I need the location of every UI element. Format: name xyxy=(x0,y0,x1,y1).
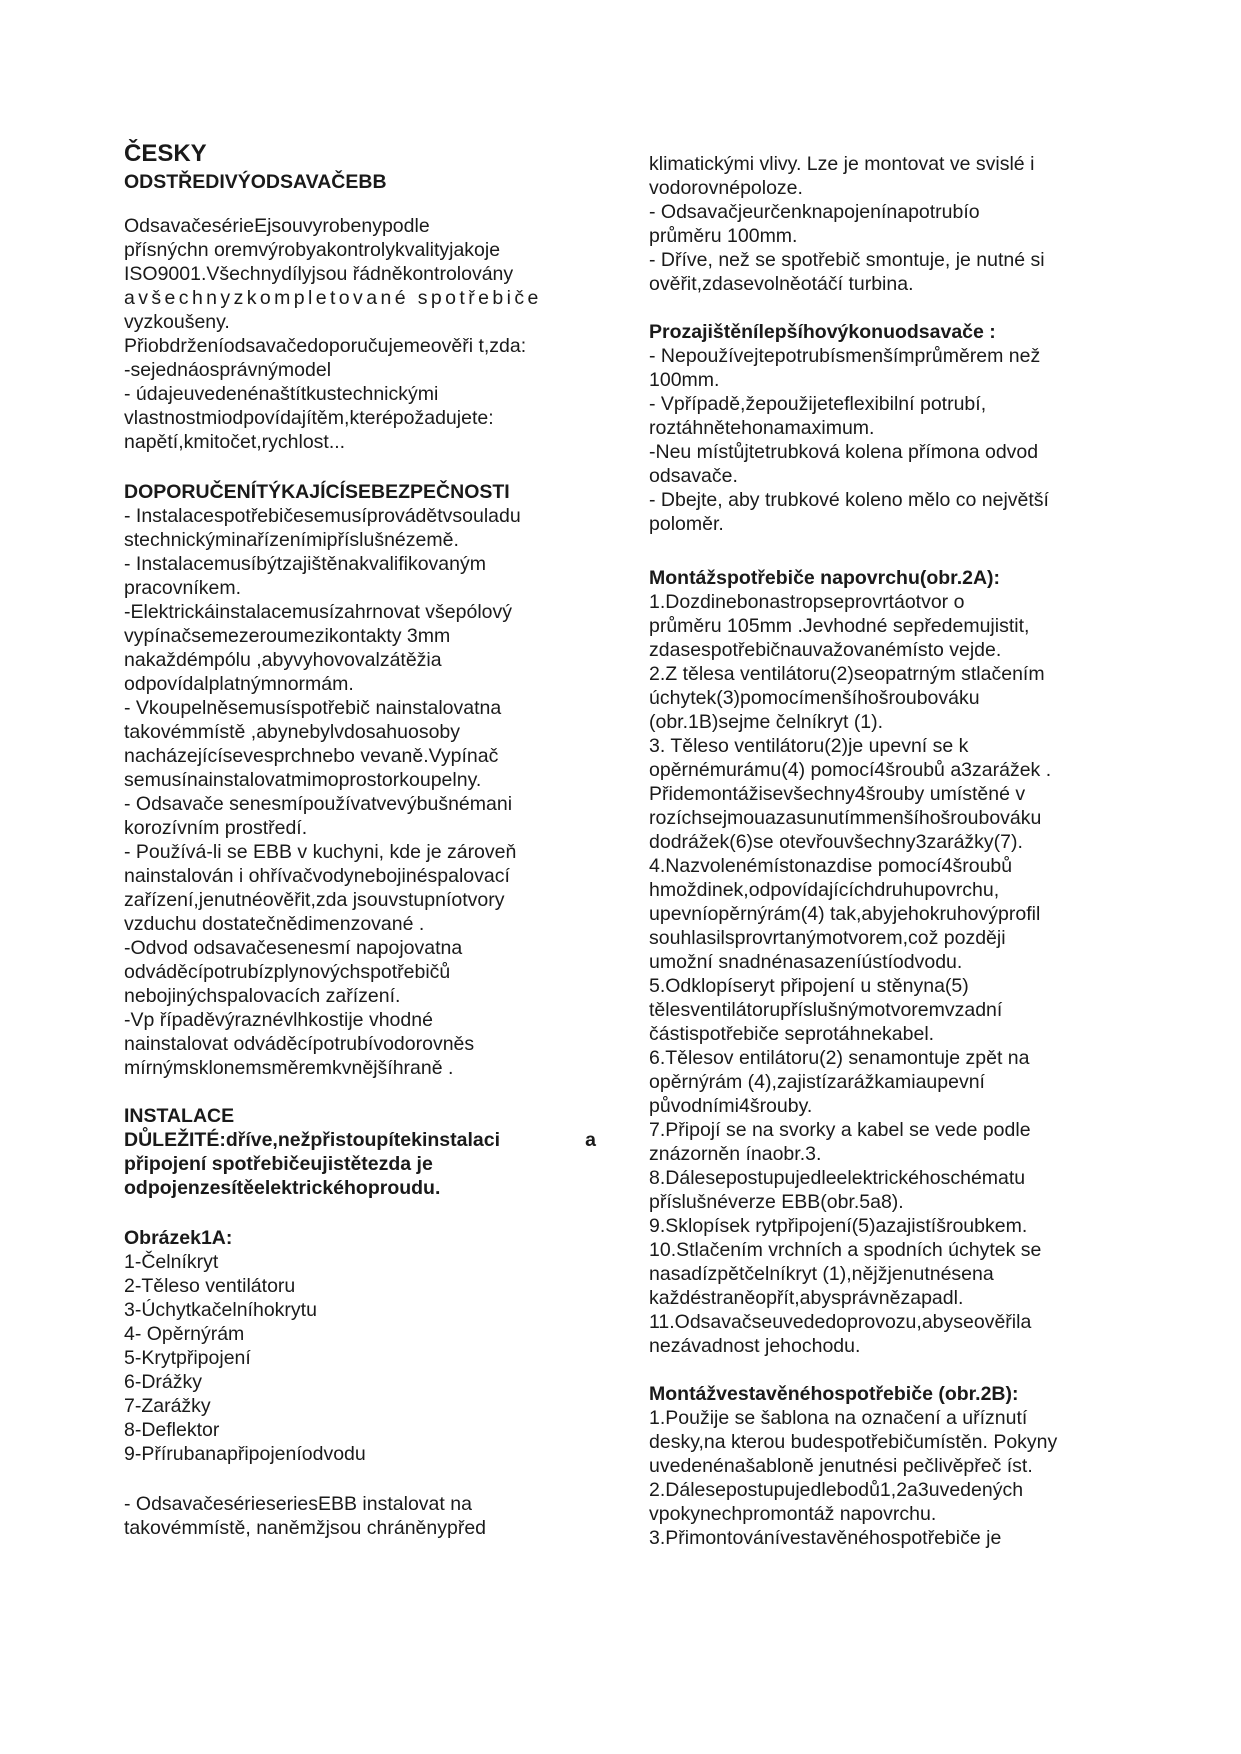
mount-line: původními4šrouby. xyxy=(649,1095,813,1117)
intro-line: avšechnyzkompletované spotřebiče xyxy=(124,287,542,309)
figure-item: 8-Deflektor xyxy=(124,1419,220,1441)
safety-line: -Elektrickáinstalacemusízahrnovat všepólový xyxy=(124,601,513,623)
mount-line: 3. Těleso ventilátoru(2)je upevní se k xyxy=(649,735,969,757)
mount-line: 9.Sklopísek rytpřipojení(5)azajistíšroubkem. xyxy=(649,1215,1028,1237)
safety-line: semusínainstalovatmimoprostorkoupelny. xyxy=(124,769,482,791)
safety-line: - Odsavače senesmípoužívatvevýbušnémani xyxy=(124,793,513,815)
mount-line: 8.Dálesepostupujedleelektrickéhoschématu xyxy=(649,1167,1026,1189)
mount-line: rozíchsejmouazasunutímmenšíhošroubováku xyxy=(649,807,1042,829)
safety-line: stechnickýminařízenímipříslušnézemě. xyxy=(124,529,459,551)
figure-item: 2-Těleso ventilátoru xyxy=(124,1275,296,1297)
intro-line: OdsavačesérieEjsouvyrobenypodle xyxy=(124,215,430,237)
mount-line: hmoždinek,odpovídajícíchdruhupovrchu, xyxy=(649,879,1000,901)
performance-heading: Prozajištěnílepšíhovýkonuodsavače : xyxy=(649,321,996,343)
safety-line: korozívním prostředí. xyxy=(124,817,308,839)
figure-item: 1-Čelníkryt xyxy=(124,1251,219,1273)
mount-line: 1.Dozdinebonastropseprovrtáotvor o xyxy=(649,591,965,613)
performance-line: 100mm. xyxy=(649,369,720,391)
performance-line: -Neu místůjtetrubková kolena přímona odvod xyxy=(649,441,1039,463)
builtin-line: vpokynechpromontáž napovrchu. xyxy=(649,1503,937,1525)
intro-line: -sejednáosprávnýmodel xyxy=(124,359,332,381)
builtin-line: 3.Přimontovánívestavěnéhospotřebiče je xyxy=(649,1527,1002,1549)
safety-line: nacházejícísevesprchnebo vevaně.Vypínač xyxy=(124,745,499,767)
intro-line: ISO9001.Všechnydílyjsou řádněkontrolovány xyxy=(124,263,514,285)
figure-item: 3-Úchytkačelníhokrytu xyxy=(124,1299,317,1321)
mount-line: 5.Odklopíseryt připojení u stěnyna(5) xyxy=(649,975,969,997)
mount-line: 2.Z tělesa ventilátoru(2)seopatrným stlačením xyxy=(649,663,1045,685)
important-text-end: a xyxy=(585,1129,596,1151)
safety-line: - Instalacespotřebičesemusíprovádětvsouladu xyxy=(124,505,521,527)
mount-line: zdasespotřebičnauvažovanémísto vejde. xyxy=(649,639,1002,661)
mount-line: 11.Odsavačseuvededoprovozu,abyseověřila xyxy=(649,1311,1032,1333)
body-line: - Dříve, než se spotřebič smontuje, je nutné si xyxy=(649,249,1045,271)
mount-line: opěrnýrám (4),zajistízarážkamiaupevní xyxy=(649,1071,985,1093)
builtin-line: uvedenénašabloně jenutnési pečlivěpřeč íst. xyxy=(649,1455,1033,1477)
mount-line: Přidemontážisevšechny4šrouby umístěné v xyxy=(649,783,1026,805)
important-line: odpojenzesítěelektrickéhoproudu. xyxy=(124,1177,441,1199)
mount-line: dodrážek(6)se otevřouvšechny3zarážky(7). xyxy=(649,831,1023,853)
body-line: vodorovnépoloze. xyxy=(649,177,803,199)
mount-line: 10.Stlačením vrchních a spodních úchytek se xyxy=(649,1239,1042,1261)
mount-line: nasadízpětčelníkryt (1),nějžjenutnésena xyxy=(649,1263,994,1285)
safety-line: nainstalován i ohřívačvodynebojinéspalovací xyxy=(124,865,510,887)
language-heading: ČESKY xyxy=(124,140,207,167)
safety-line: nainstalovat odváděcípotrubívodorovněs xyxy=(124,1033,475,1055)
safety-line: - Instalacemusíbýtzajištěnakvalifikovaným xyxy=(124,553,486,575)
mount-line: upevníopěrnýrám(4) tak,abyjehokruhovýprofil xyxy=(649,903,1041,925)
safety-line: - Vkoupelněsemusíspotřebič nainstalovatna xyxy=(124,697,502,719)
intro-line: vyzkoušeny. xyxy=(124,311,230,333)
performance-line: - Dbejte, aby trubkové koleno mělo co největší xyxy=(649,489,1049,511)
performance-line: poloměr. xyxy=(649,513,724,535)
safety-line: odpovídalplatnýmnormám. xyxy=(124,673,354,695)
mount-line: 4.Nazvolenémístonazdise pomocí4šroubů xyxy=(649,855,1013,877)
mount-line: znázorněn ínaobr.3. xyxy=(649,1143,822,1165)
builtin-mount-heading: Montážvestavěnéhospotřebiče (obr.2B): xyxy=(649,1383,1019,1405)
safety-line: -Vp řípaděvýraznévlhkostije vhodné xyxy=(124,1009,433,1031)
mount-line: nezávadnost jehochodu. xyxy=(649,1335,861,1357)
mount-line: tělesventilátorupříslušnýmotvoremvzadní xyxy=(649,999,1003,1021)
mount-line: umožní snadnénasazeníústíodvodu. xyxy=(649,951,963,973)
safety-line: vzduchu dostatečnědimenzované . xyxy=(124,913,425,935)
intro-line: Přiobdrženíodsavačedoporučujemeověři t,zda: xyxy=(124,335,527,357)
mount-line: každéstraněopřít,abysprávnězapadl. xyxy=(649,1287,964,1309)
mount-line: úchytek(3)pomocímenšíhošroubováku xyxy=(649,687,980,709)
mount-line: příslušnéverze EBB(obr.5a8). xyxy=(649,1191,904,1213)
body-line: - Odsavačjeurčenknapojenínapotrubío xyxy=(649,201,980,223)
safety-heading: DOPORUČENÍTÝKAJÍCÍSEBEZPEČNOSTI xyxy=(124,481,510,503)
mount-line: opěrnémurámu(4) pomocí4šroubů a3zarážek . xyxy=(649,759,1052,781)
safety-line: mírnýmsklonemsměremkvnějšíhraně . xyxy=(124,1057,454,1079)
safety-line: zařízení,jenutnéověřit,zda jsouvstupníotvory xyxy=(124,889,505,911)
install-heading: INSTALACE xyxy=(124,1105,235,1127)
mount-line: průměru 105mm .Jevhodné sepředemujistit, xyxy=(649,615,1030,637)
builtin-line: 2.Dálesepostupujedlebodů1,2a3uvedených xyxy=(649,1479,1024,1501)
builtin-line: desky,na kterou budespotřebičumístěn. Pokyny xyxy=(649,1431,1058,1453)
body-line: průměru 100mm. xyxy=(649,225,798,247)
important-text: DŮLEŽITÉ:dříve,nežpřistoupítekinstalaci xyxy=(124,1129,500,1151)
safety-line: takovémmístě ,abynebylvdosahuosoby xyxy=(124,721,461,743)
mount-line: 7.Připojí se na svorky a kabel se vede podle xyxy=(649,1119,1031,1141)
performance-line: - Nepoužívejtepotrubísmenšímprůměrem než xyxy=(649,345,1041,367)
performance-line: roztáhnětehonamaximum. xyxy=(649,417,875,439)
intro-line: přísnýchn oremvýrobyakontrolykvalityjakoje xyxy=(124,239,501,261)
figure-item: 4- Opěrnýrám xyxy=(124,1323,245,1345)
figure-item: 9-Přírubanapřipojeníodvodu xyxy=(124,1443,366,1465)
safety-line: nakaždémpólu ,abyvyhovovalzátěžia xyxy=(124,649,442,671)
intro-line: - údajeuvedenénaštítkustechnickými xyxy=(124,383,439,405)
mount-line: souhlasilsprovrtanýmotvorem,což později xyxy=(649,927,1006,949)
important-line: připojení spotřebičeujistětezda je xyxy=(124,1153,433,1175)
figure-item: 7-Zarážky xyxy=(124,1395,211,1417)
safety-line: - Používá-li se EBB v kuchyni, kde je zároveň xyxy=(124,841,517,863)
figure-item: 5-Krytpřipojení xyxy=(124,1347,251,1369)
figure-heading: Obrázek1A: xyxy=(124,1227,233,1249)
surface-mount-heading: Montážspotřebiče napovrchu(obr.2A): xyxy=(649,567,1001,589)
closing-line: takovémmístě, naněmžjsou chráněnypřed xyxy=(124,1517,487,1539)
document-title: ODSTŘEDIVÝODSAVAČEBB xyxy=(124,171,387,193)
mount-line: 6.Tělesov entilátoru(2) senamontuje zpět na xyxy=(649,1047,1030,1069)
closing-line: - OdsavačesérieseriesEBB instalovat na xyxy=(124,1493,472,1515)
body-line: ověřit,zdasevolněotáčí turbina. xyxy=(649,273,914,295)
mount-line: (obr.1B)sejme čelníkryt (1). xyxy=(649,711,884,733)
builtin-line: 1.Použije se šablona na označení a uříznutí xyxy=(649,1407,1028,1429)
body-line: klimatickými vlivy. Lze je montovat ve svislé i xyxy=(649,153,1035,175)
intro-line: napětí,kmitočet,rychlost... xyxy=(124,431,346,453)
safety-line: pracovníkem. xyxy=(124,577,242,599)
safety-line: vypínačsemezeroumezikontakty 3mm xyxy=(124,625,451,647)
important-line xyxy=(124,1128,596,1152)
safety-line: nebojinýchspalovacích zařízení. xyxy=(124,985,401,1007)
safety-line: -Odvod odsavačesenesmí napojovatna xyxy=(124,937,463,959)
intro-line: vlastnostmiodpovídajítěm,kterépožadujete: xyxy=(124,407,494,429)
mount-line: částispotřebiče seprotáhnekabel. xyxy=(649,1023,935,1045)
figure-item: 6-Drážky xyxy=(124,1371,203,1393)
performance-line: odsavače. xyxy=(649,465,738,487)
performance-line: - Vpřípadě,žepoužijeteflexibilní potrubí, xyxy=(649,393,987,415)
safety-line: odváděcípotrubízplynovýchspotřebičů xyxy=(124,961,451,983)
